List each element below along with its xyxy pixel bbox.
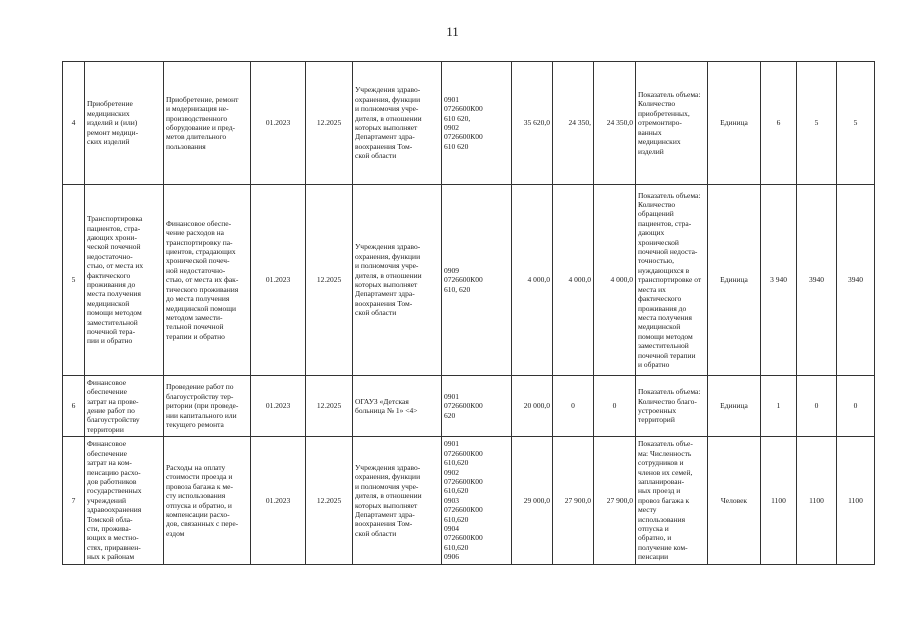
measure-name: Приобретение медицинских изделий и (или) ремонт медици- ских изделий xyxy=(85,62,164,185)
indicator-2024: 0 xyxy=(797,376,837,437)
unit: Единица xyxy=(708,185,761,376)
measure-description: Расходы на оплату стоимости проезда и провоза багажа к ме- сту использования отпуска и обратно, и компенсации расхо- дов, связанных с пере- ездом xyxy=(164,437,251,565)
table-row xyxy=(63,437,875,565)
executor: Учреждения здраво- охранения, функции и полномочия учре- дителя, в отношении которых выполняет Департамент здра- воохранения Том- ской области xyxy=(353,185,442,376)
unit: Единица xyxy=(708,62,761,185)
budget-codes: 0901 0726600К00 620 xyxy=(442,376,512,437)
funding-2025: 24 350,0 xyxy=(594,62,636,185)
row-number: 6 xyxy=(63,376,85,437)
end-date: 12.2025 xyxy=(306,437,353,565)
measure-name: Финансовое обеспечение затрат на прове- дение работ по благоустройству территории xyxy=(85,376,164,437)
indicator-2024: 1100 xyxy=(797,437,837,565)
indicator-2023: 3 940 xyxy=(761,185,797,376)
end-date: 12.2025 xyxy=(306,62,353,185)
measure-description: Приобретение, ремонт и модернизация не- производственного оборудование и пред- метов длительного пользования xyxy=(164,62,251,185)
row-number: 5 xyxy=(63,185,85,376)
program-table xyxy=(62,61,875,565)
unit: Единица xyxy=(708,376,761,437)
funding-2024: 24 350, xyxy=(553,62,594,185)
table-row xyxy=(63,376,875,437)
indicator: Показатель объема: Количество благо- устроенных территорий xyxy=(636,376,708,437)
unit: Человек xyxy=(708,437,761,565)
indicator-2023: 6 xyxy=(761,62,797,185)
measure-name: Финансовое обеспечение затрат на ком- пенсацию расхо- дов работников государственных учреждений здравоохранения Томской обла- сти, прожива- ющих в местно- стях, приравнен- ных к районам xyxy=(85,437,164,565)
budget-codes: 0909 0726600К00 610, 620 xyxy=(442,185,512,376)
funding-2025: 0 xyxy=(594,376,636,437)
start-date: 01.2023 xyxy=(251,185,306,376)
funding-2024: 4 000,0 xyxy=(553,185,594,376)
indicator-2023: 1 xyxy=(761,376,797,437)
page-number: 11 xyxy=(446,24,459,39)
funding-2025: 4 000,0 xyxy=(594,185,636,376)
funding-2025: 27 900,0 xyxy=(594,437,636,565)
funding-2023: 4 000,0 xyxy=(512,185,553,376)
measure-description: Проведение работ по благоустройству тер- ритории (при проведе- нии капитального или текущего ремонта xyxy=(164,376,251,437)
indicator-2024: 3940 xyxy=(797,185,837,376)
funding-2023: 29 000,0 xyxy=(512,437,553,565)
row-number: 4 xyxy=(63,62,85,185)
measure-name: Транспортировка пациентов, стра- дающих хрони- ческой почечной недостаточно- стью, от места их фактического проживания до места получения медицинской помощи методом заместительной почечной тера- пии и обратно xyxy=(85,185,164,376)
end-date: 12.2025 xyxy=(306,185,353,376)
table-row xyxy=(63,185,875,376)
measure-description: Финансовое обеспе- чение расходов на транспортировку па- циентов, страдающих хронической почеч- ной недостаточно- стью, от места их фак- тического проживания до места получения медицинской помощи методом замести- тельной почечной терапии и обратно xyxy=(164,185,251,376)
funding-2023: 20 000,0 xyxy=(512,376,553,437)
indicator-2024: 5 xyxy=(797,62,837,185)
indicator: Показатель объе- ма: Численность сотрудников и членов их семей, запланирован- ных проезд и провоз багажа к месту использования отпуска и обратно, и получение ком- пенсации xyxy=(636,437,708,565)
row-number: 7 xyxy=(63,437,85,565)
indicator-2025: 5 xyxy=(837,62,875,185)
executor: ОГАУЗ «Детская больница № 1» <4> xyxy=(353,376,442,437)
table-row xyxy=(63,62,875,185)
start-date: 01.2023 xyxy=(251,376,306,437)
executor: Учреждения здраво- охранения, функции и полномочия учре- дителя, в отношении которых выполняет Департамент здра- воохранения Том- ской области xyxy=(353,437,442,565)
start-date: 01.2023 xyxy=(251,62,306,185)
funding-2024: 0 xyxy=(553,376,594,437)
budget-codes: 0901 0726600К00 610 620, 0902 0726600К00 610 620 xyxy=(442,62,512,185)
end-date: 12.2025 xyxy=(306,376,353,437)
executor: Учреждения здраво- охранения, функции и полномочия учре- дителя, в отношении которых выполняет Департамент здра- воохранения Том- ской области xyxy=(353,62,442,185)
funding-2023: 35 620,0 xyxy=(512,62,553,185)
indicator-2023: 1100 xyxy=(761,437,797,565)
budget-codes: 0901 0726600К00 610,620 0902 0726600К00 610,620 0903 0726600К00 610,620 0904 0726600К00 610,620 0906 xyxy=(442,437,512,565)
funding-2024: 27 900,0 xyxy=(553,437,594,565)
indicator: Показатель объема: Количество обращений пациентов, стра- дающих хронической почечной недоста- точностью, нуждающихся в транспортировке от места их фактического проживания до места получения медицинской помощи методом заместительной почечной терапии и обратно xyxy=(636,185,708,376)
indicator-2025: 1100 xyxy=(837,437,875,565)
start-date: 01.2023 xyxy=(251,437,306,565)
indicator-2025: 0 xyxy=(837,376,875,437)
indicator-2025: 3940 xyxy=(837,185,875,376)
indicator: Показатель объема: Количество приобретенных, отремонтиро- ванных медицинских изделий xyxy=(636,62,708,185)
